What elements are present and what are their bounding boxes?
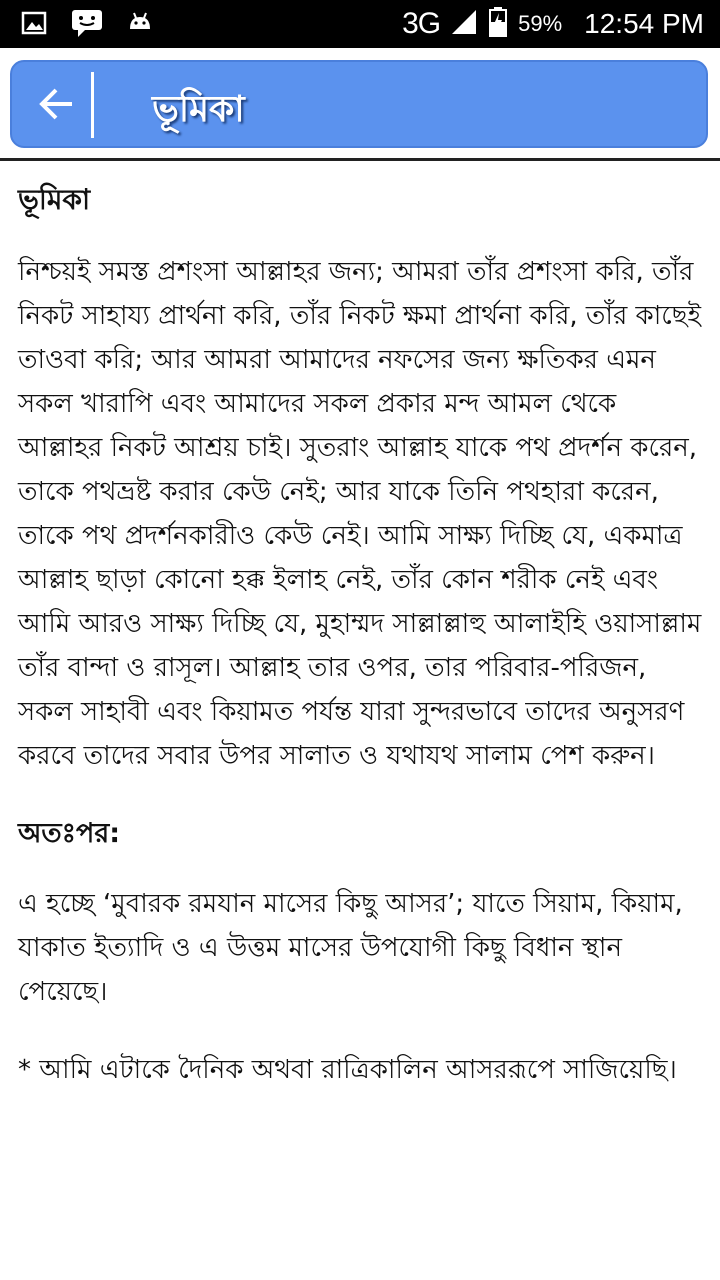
battery-icon	[488, 6, 508, 43]
article-paragraph-2: এ হচ্ছে ‘মুবারক রমযান মাসের কিছু আসর’; যাতে সিয়াম, কিয়াম, যাকাত ইত্যাদি ও এ উত্তম মাসের উপযোগী কিছু বিধান স্থান পেয়েছে।	[18, 889, 683, 1007]
status-bar	[0, 0, 720, 48]
arrow-left-icon	[34, 113, 82, 132]
article-paragraph-1: নিশ্চয়ই সমস্ত প্রশংসা আল্লাহর জন্য; আমরা তাঁর প্রশংসা করি, তাঁর নিকট সাহায্য প্রার্থনা করি, তাঁর নিকট ক্ষমা প্রার্থনা করি, তাঁর কাছেই তাওবা করি; আর আমরা আমাদের নফসের জন্য ক্ষতিকর এমন সকল খারাপি এবং আমাদের সকল প্রকার মন্দ আমল থেকে আল্লাহর নিকট আশ্রয় চাই। সুতরাং আল্লাহ যাকে পথ প্রদর্শন করেন, তাকে পথভ্রষ্ট করার কেউ নেই; আর যাকে তিনি পথহারা করেন, তাকে পথ প্রদর্শনকারীও কেউ নেই। আমি সাক্ষ্য দিচ্ছি যে, একমাত্র আল্লাহ ছাড়া কোনো হক্ক ইলাহ নেই, তাঁর কোন শরীক নেই এবং আমি আরও সাক্ষ্য দিচ্ছি যে, মুহাম্মদ সাল্লাল্লাহু আলাইহি ওয়াসাল্লাম তাঁর বান্দা ও রাসূল। আল্লাহ তার ওপর, তার পরিবার-পরিজন, সকল সাহাবী এবং কিয়ামত পর্যন্ত যারা সুন্দরভাবে তাদের অনুসরণ করবে তাদের সবার উপর সালাত ও যথাযথ সালাম পেশ করুন।	[18, 257, 702, 771]
toolbar-title: ভূমিকা	[152, 89, 245, 130]
header-divider	[0, 158, 720, 161]
network-type: 3G	[402, 7, 441, 40]
article-subheading: অতঃপর:	[18, 818, 121, 849]
android-icon	[126, 9, 154, 41]
article-paragraph-3: * আমি এটাকে দৈনিক অথবা রাত্রিকালিন আসররূপে সাজিয়েছি।	[18, 1055, 677, 1085]
article-body	[18, 172, 708, 1126]
notification-icons	[20, 8, 154, 42]
battery-percent: 59%	[518, 11, 563, 36]
clock: 12:54 PM	[584, 8, 704, 39]
back-button[interactable]	[34, 80, 82, 128]
app-toolbar	[10, 60, 708, 148]
image-icon	[20, 9, 48, 41]
article-heading: ভূমিকা	[18, 183, 91, 216]
system-status	[402, 0, 704, 48]
toolbar-divider	[91, 72, 94, 138]
signal-icon	[450, 8, 478, 41]
chat-icon	[70, 8, 104, 42]
